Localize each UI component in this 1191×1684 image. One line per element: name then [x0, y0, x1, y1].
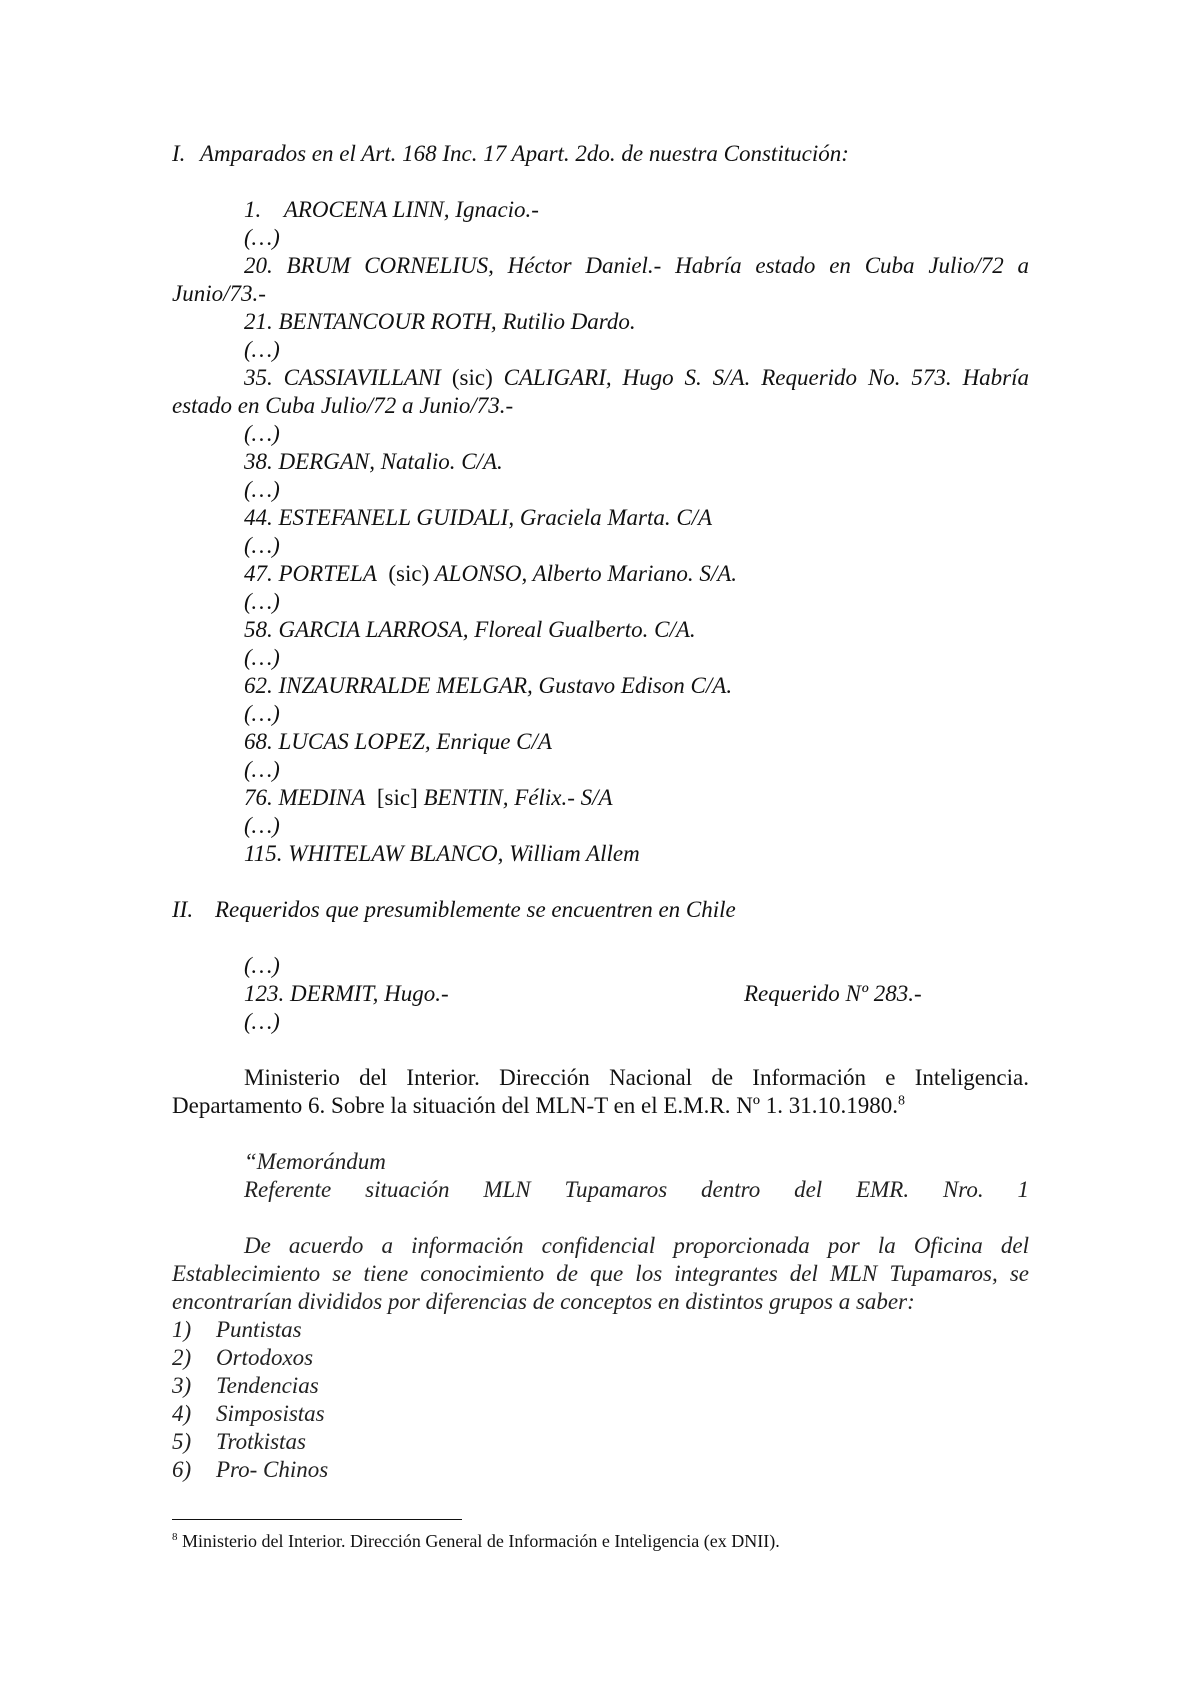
memo-ref-word: dentro — [701, 1177, 761, 1202]
ellipsis: (…) — [244, 589, 280, 614]
list-item: 1. AROCENA LINN, Ignacio.- — [244, 197, 539, 222]
list-item — [244, 980, 1029, 1008]
ellipsis: (…) — [244, 645, 280, 670]
ellipsis: (…) — [244, 1009, 280, 1034]
section-1-list — [172, 196, 1030, 868]
list-item: 115. WHITELAW BLANCO, William Allem — [244, 841, 640, 866]
memo-ref-word: 1 — [1017, 1177, 1029, 1202]
list-item-detail: BENTIN, Félix.- S/A — [423, 785, 613, 810]
list-item-number: 3) — [172, 1373, 192, 1398]
list-item-number: 6) — [172, 1457, 192, 1482]
list-item-name: 47. PORTELA — [244, 561, 377, 586]
footnote-text: Ministerio del Interior. Dirección General de Información e Inteligencia (ex DNII). — [182, 1531, 780, 1551]
ellipsis: (…) — [244, 337, 280, 362]
memo-ref-word: del — [794, 1177, 823, 1202]
footnote-reference: 8 — [897, 1093, 905, 1109]
list-item-label: Simposistas — [216, 1401, 325, 1426]
section-2-list — [244, 952, 1029, 1036]
list-item-label: Puntistas — [216, 1317, 302, 1342]
list-item — [172, 1400, 1029, 1428]
list-item — [172, 1456, 1029, 1484]
memo-paragraph: De acuerdo a información confidencial proporcionada por la Oficina del Establecimiento se tiene conocimiento de que los integrantes del MLN Tupamaros, se encontrarían divididos por diferencias de conceptos en distintos grupos a saber: — [172, 1233, 1029, 1314]
list-item — [172, 1372, 1029, 1400]
list-item: 68. LUCAS LOPEZ, Enrique C/A — [244, 729, 552, 754]
memo-ref-word: EMR. — [856, 1177, 910, 1202]
list-item-label: Tendencias — [216, 1373, 319, 1398]
list-item — [172, 1316, 1029, 1344]
section-2-heading — [172, 896, 1029, 924]
source-citation — [172, 1064, 1029, 1120]
list-item-detail: CALIGARI, Hugo S. S/A. Requerido No. 573. Habría estado en Cuba Julio/72 a Junio/73.- — [172, 365, 1030, 418]
footnote-number: 8 — [172, 1531, 178, 1543]
list-item: 38. DERGAN, Natalio. C/A. — [244, 449, 503, 474]
footnote-separator — [172, 1519, 462, 1520]
section-1-number: I. — [172, 141, 186, 166]
footnote — [172, 1530, 1072, 1552]
ellipsis: (…) — [244, 701, 280, 726]
list-item: 58. GARCIA LARROSA, Floreal Gualberto. C/A. — [244, 617, 696, 642]
section-1-heading — [172, 140, 1029, 168]
list-item-name: 76. MEDINA — [244, 785, 366, 810]
ellipsis: (…) — [244, 225, 280, 250]
memo-ref-word: Referente — [244, 1177, 332, 1202]
requerido-number: Requerido Nº 283.- — [744, 981, 922, 1006]
list-item: 20. BRUM CORNELIUS, Héctor Daniel.- Habría estado en Cuba Julio/72 a Junio/73.- — [172, 253, 1029, 306]
list-item-label: Trotkistas — [216, 1429, 306, 1454]
list-item: 21. BENTANCOUR ROTH, Rutilio Dardo. — [244, 309, 636, 334]
ellipsis: (…) — [244, 421, 280, 446]
list-item-number: 1) — [172, 1317, 192, 1342]
list-item: 62. INZAURRALDE MELGAR, Gustavo Edison C/A. — [244, 673, 733, 698]
memo-ref-word: Tupamaros — [564, 1177, 668, 1202]
ellipsis: (…) — [244, 477, 280, 502]
source-text: Ministerio del Interior. Dirección Nacional de Información e Inteligencia. Departamento 6. Sobre la situación del MLN-T en el E.M.R. Nº 1. 31.10.1980. — [172, 1065, 1029, 1118]
sic-annotation: (sic) — [388, 561, 430, 586]
section-1-title: Amparados en el Art. 168 Inc. 17 Apart. 2do. de nuestra Constitución: — [200, 141, 849, 166]
memo-header — [244, 1148, 1029, 1204]
list-item — [244, 560, 1029, 588]
list-item-label: Ortodoxos — [216, 1345, 314, 1370]
list-item — [172, 1428, 1029, 1456]
list-item: 44. ESTEFANELL GUIDALI, Graciela Marta. C/A — [244, 505, 713, 530]
memo-ref-word: Nro. — [942, 1177, 984, 1202]
list-item-name: 123. DERMIT, Hugo.- — [244, 981, 449, 1006]
memo-ref-word: situación — [365, 1177, 450, 1202]
sic-annotation: [sic] — [376, 785, 418, 810]
ellipsis: (…) — [244, 813, 280, 838]
list-item-name: 35. CASSIAVILLANI — [244, 365, 441, 390]
memo-reference-line — [244, 1176, 1029, 1204]
memo-ref-word: MLN — [483, 1177, 531, 1202]
section-2-number: II. — [172, 897, 194, 922]
list-item — [172, 364, 1029, 420]
list-item-number: 2) — [172, 1345, 192, 1370]
ellipsis: (…) — [244, 953, 280, 978]
list-item-detail: ALONSO, Alberto Mariano. S/A. — [434, 561, 738, 586]
sic-annotation: (sic) — [451, 365, 493, 390]
groups-list — [172, 1316, 1029, 1484]
list-item-label: Pro- Chinos — [216, 1457, 329, 1482]
list-item-number: 4) — [172, 1401, 192, 1426]
memo-title: “Memorándum — [244, 1149, 386, 1174]
list-item — [172, 1344, 1029, 1372]
document-page — [172, 140, 1029, 1484]
ellipsis: (…) — [244, 757, 280, 782]
section-2-title: Requeridos que presumiblemente se encuentren en Chile — [215, 897, 736, 922]
ellipsis: (…) — [244, 533, 280, 558]
list-item-number: 5) — [172, 1429, 192, 1454]
list-item — [244, 784, 1029, 812]
